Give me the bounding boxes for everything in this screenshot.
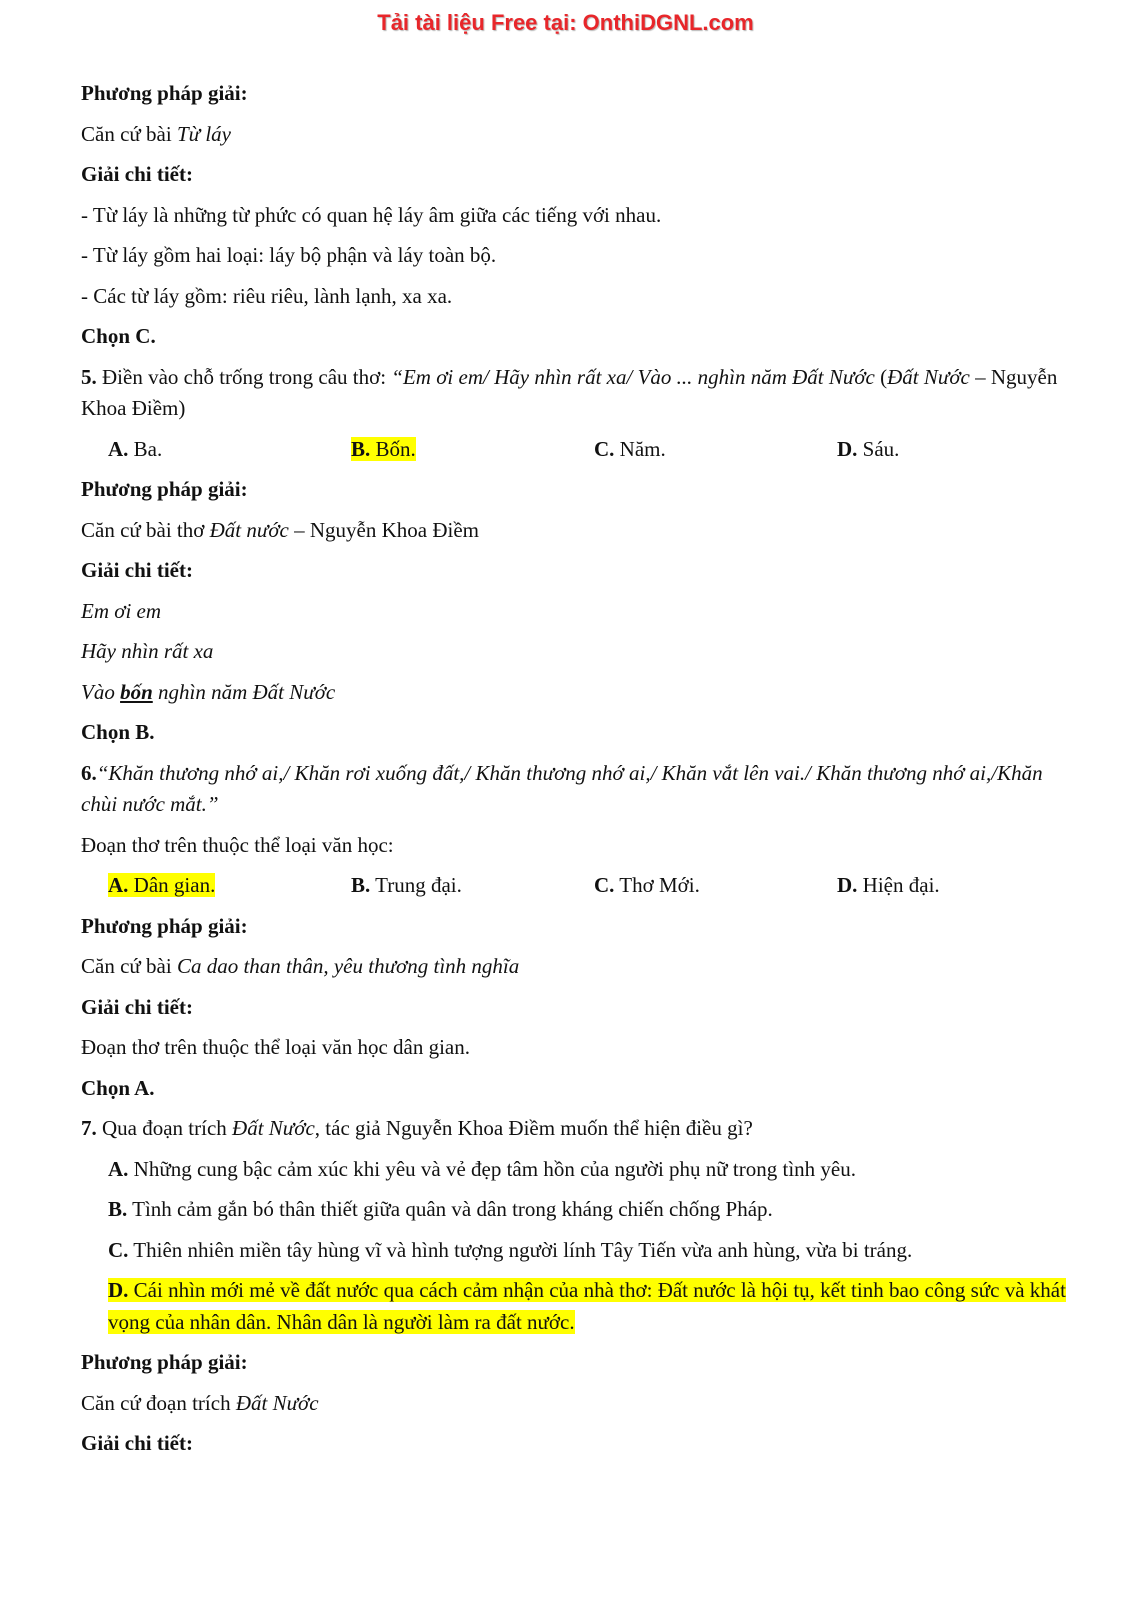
poem-line: Vào bốn nghìn năm Đất Nước [81, 679, 336, 704]
q6-option-a[interactable]: A. Dân gian. [108, 873, 216, 897]
q5-option-d[interactable]: D. Sáu. [837, 436, 900, 461]
question-5: 5. Điền vào chỗ trống trong câu thơ: “Em ơi em/ Hãy nhìn rất xa/ Vào ... nghìn năm Đất Nước (Đất Nước – Nguyễn Khoa Điềm) [81, 364, 1058, 420]
q5-options [81, 434, 1071, 466]
question-7: 7. Qua đoạn trích Đất Nước, tác giả Nguyễn Khoa Điềm muốn thể hiện điều gì? [81, 1116, 753, 1140]
q5-option-b[interactable]: B. Bốn. [351, 436, 416, 461]
method-text: Căn cứ bài Ca dao than thân, yêu thương tình nghĩa [81, 954, 520, 978]
detail-heading: Giải chi tiết: [81, 558, 193, 582]
q6-option-b[interactable]: B. Trung đại. [351, 873, 462, 897]
q6-options [81, 870, 1071, 902]
poem-line: Hãy nhìn rất xa [81, 639, 214, 663]
detail-line: - Từ láy là những từ phức có quan hệ láy âm giữa các tiếng với nhau. [81, 202, 662, 227]
question-stem: Đoạn thơ trên thuộc thể loại văn học: [81, 832, 394, 857]
method-heading: Phương pháp giải: [81, 913, 248, 938]
question-6: 6.“Khăn thương nhớ ai,/ Khăn rơi xuống đất,/ Khăn thương nhớ ai,/ Khăn vắt lên vai./ Khăn thương nhớ ai,/Khăn chùi nước mắt.” [81, 760, 1043, 816]
detail-line: Đoạn thơ trên thuộc thể loại văn học dân gian. [81, 1035, 470, 1059]
method-heading: Phương pháp giải: [81, 81, 248, 105]
answer-text: Chọn A. [81, 1075, 155, 1100]
q6-option-c[interactable]: C. Thơ Mới. [594, 873, 700, 897]
detail-heading: Giải chi tiết: [81, 994, 193, 1019]
answer-text: Chọn B. [81, 720, 155, 744]
detail-heading: Giải chi tiết: [81, 1431, 193, 1455]
q5-option-a[interactable]: A. Ba. [108, 436, 163, 461]
method-heading: Phương pháp giải: [81, 1350, 248, 1374]
detail-line: - Các từ láy gồm: riêu riêu, lành lạnh, xa xa. [81, 283, 453, 308]
q6-option-d[interactable]: D. Hiện đại. [837, 873, 940, 897]
q7-option-a[interactable]: A. Những cung bậc cảm xúc khi yêu và vẻ đẹp tâm hồn của người phụ nữ trong tình yêu. [108, 1156, 856, 1181]
detail-heading: Giải chi tiết: [81, 162, 193, 186]
method-text: Căn cứ bài Từ láy [81, 121, 231, 146]
method-text: Căn cứ đoạn trích Đất Nước [81, 1390, 319, 1415]
download-banner[interactable]: Tải tài liệu Free tại: OnthiDGNL.com [377, 10, 754, 35]
method-text: Căn cứ bài thơ Đất nước – Nguyễn Khoa Điềm [81, 517, 479, 542]
poem-line: Em ơi em [81, 598, 162, 623]
method-heading: Phương pháp giải: [81, 477, 248, 501]
detail-line: - Từ láy gồm hai loại: láy bộ phận và láy toàn bộ. [81, 243, 497, 267]
answer-text: Chọn C. [81, 324, 156, 348]
q7-option-c[interactable]: C. Thiên nhiên miền tây hùng vĩ và hình tượng người lính Tây Tiến vừa anh hùng, vừa bi tráng. [108, 1237, 913, 1262]
q7-option-d[interactable]: D. Cái nhìn mới mẻ về đất nước qua cách cảm nhận của nhà thơ: Đất nước là hội tụ, kết tinh bao công sức và khát vọng của nhân dân. Nhân dân là người làm ra đất nước. [108, 1278, 1066, 1334]
page-content [81, 78, 1071, 1469]
q5-option-c[interactable]: C. Năm. [594, 436, 666, 461]
q7-option-b[interactable]: B. Tình cảm gắn bó thân thiết giữa quân và dân trong kháng chiến chống Pháp. [108, 1197, 773, 1221]
